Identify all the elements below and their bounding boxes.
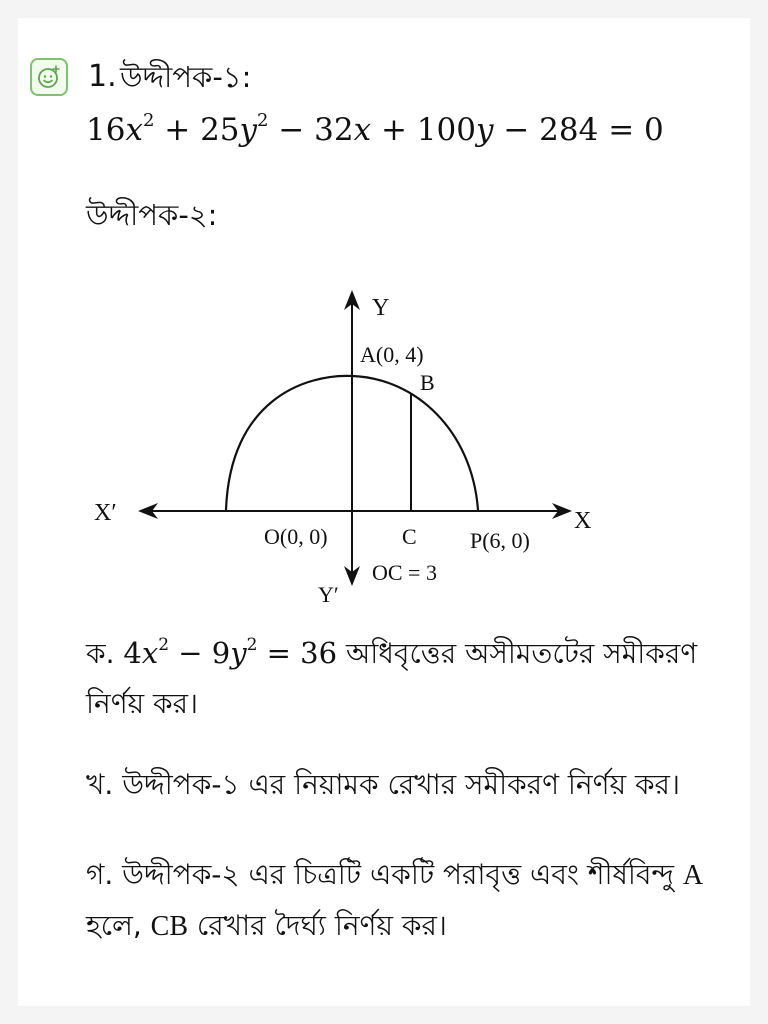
parabola-diagram (80, 280, 620, 610)
part-c: গ. উদ্দীপক-২ এর চিত্রটি একটি পরাবৃত্ত এবং শীর্ষবিন্দু A হলে, CB রেখার দৈর্ঘ্য নির্ণয় কর। (86, 858, 704, 942)
label-b: B (420, 370, 435, 395)
label-p: P(6, 0) (470, 528, 530, 553)
label-a: A(0, 4) (360, 342, 424, 367)
label-o: O(0, 0) (264, 524, 328, 549)
label-x-prime: X′ (94, 500, 117, 526)
label-oc: OC = 3 (372, 560, 437, 585)
label-y-prime: Y′ (318, 582, 339, 607)
question-number: 1. (88, 59, 117, 94)
stimulus-2-label: উদ্দীপক-২: (86, 198, 218, 232)
label-y: Y (372, 295, 390, 321)
label-x: X (574, 508, 592, 534)
smiley-sparkle-icon[interactable] (30, 58, 68, 96)
stimulus-1-label: উদ্দীপক-১: (120, 60, 252, 94)
part-b: খ. উদ্দীপক-১ এর নিয়ামক রেখার সমীকরণ নির্ণয় কর। (86, 768, 680, 801)
label-c: C (402, 524, 417, 549)
part-a: ক. $4x^2 - 9y^2 = 36$ অধিবৃত্তের অসীমতটের সমীকরণ নির্ণয় কর। (86, 635, 698, 720)
stimulus-1-equation: $16x^2 + 25y^2 - 32x + 100y - 284 = 0$ (86, 110, 664, 148)
